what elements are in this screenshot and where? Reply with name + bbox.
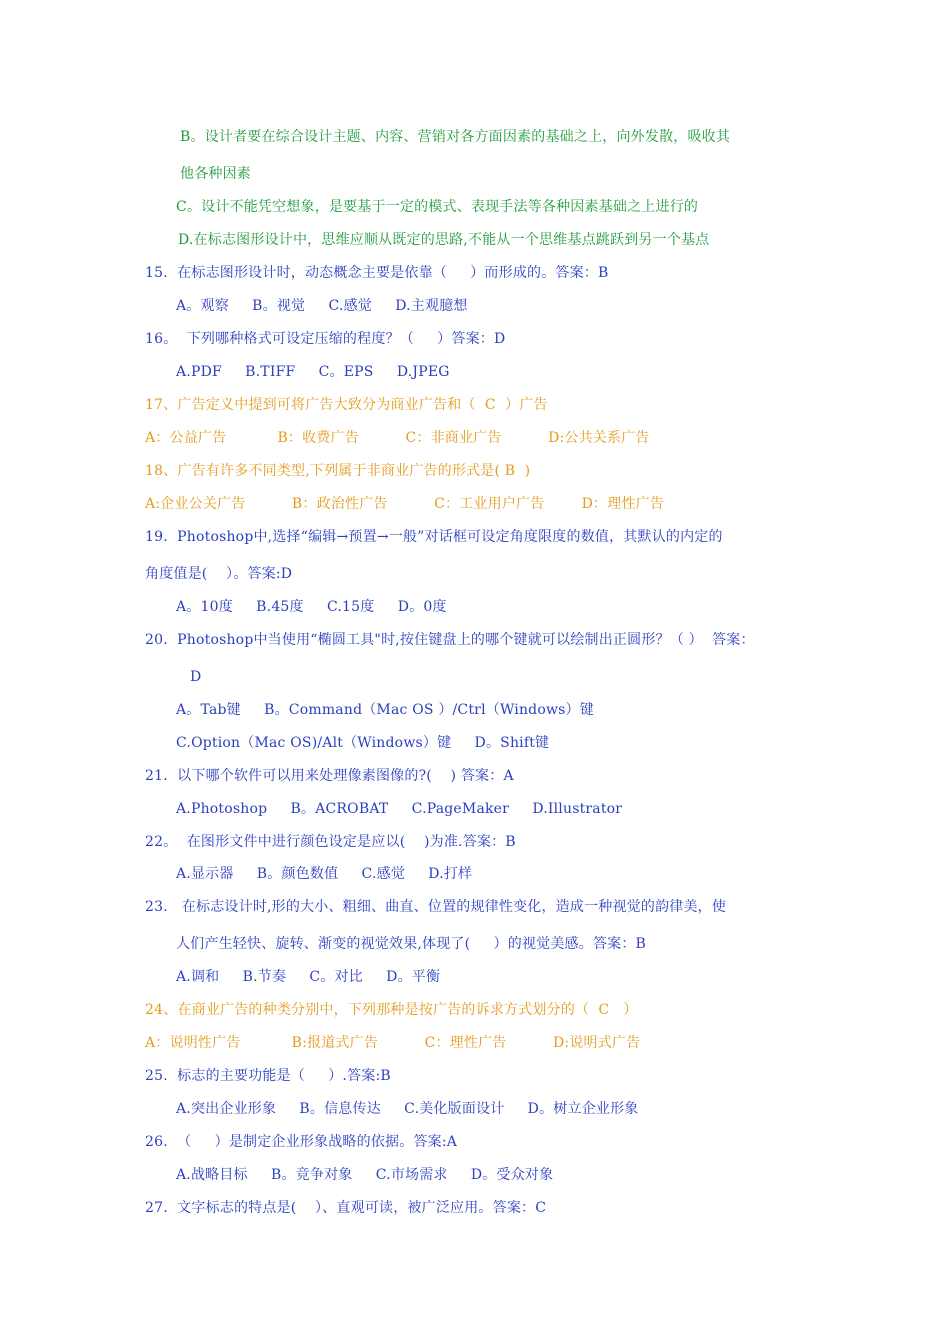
options-line: A.显示器 B。颜色数值 C.感觉 D.打样 bbox=[176, 866, 473, 882]
options-line: A。观察 B。视觉 C.感觉 D.主观臆想 bbox=[176, 298, 468, 314]
options-line: A.Photoshop B。ACROBAT C.PageMaker D.Illustrator bbox=[176, 801, 623, 817]
question-line: 18、广告有许多不同类型,下列属于非商业广告的形式是( B ) bbox=[145, 463, 531, 479]
options-line: A:企业公关广告 B：政治性广告 C：工业用户广告 D：理性广告 bbox=[145, 496, 665, 512]
question-line: 20. Photoshop中当使用“椭圆工具"时,按住键盘上的哪个键就可以绘制出正圆形？（ ） 答案： bbox=[145, 632, 755, 648]
options-line: A。Tab键 B。Command（Mac OS ）/Ctrl（Windows）键 bbox=[176, 702, 594, 718]
text-line: B。设计者要在综合设计主题、内容、营销对各方面因素的基础之上，向外发散，吸收其 bbox=[180, 129, 731, 145]
options-line: C.Option（Mac OS)/Alt（Windows）键 D。Shift键 bbox=[176, 735, 550, 751]
question-line-continued: 人们产生轻快、旋转、渐变的视觉效果,体现了( ）的视觉美感。答案：B bbox=[176, 936, 647, 952]
question-line: 16。 下列哪种格式可设定压缩的程度？（ ）答案：D bbox=[145, 331, 506, 347]
question-line: 17、广告定义中提到可将广告大致分为商业广告和（ C ）广告 bbox=[145, 397, 548, 413]
options-line: A.PDF B.TIFF C。EPS D.JPEG bbox=[176, 364, 450, 380]
options-line: A：说明性广告 B:报道式广告 C：理性广告 D:说明式广告 bbox=[145, 1035, 641, 1051]
question-line-continued: 角度值是( ）。答案:D bbox=[145, 566, 293, 582]
question-line: 27. 文字标志的特点是( ）、直观可读，被广泛应用。答案：C bbox=[145, 1200, 547, 1216]
question-line: 23. 在标志设计时,形的大小、粗细、曲直、位置的规律性变化，造成一种视觉的韵律美，使 bbox=[145, 899, 727, 915]
text-line: C。设计不能凭空想象，是要基于一定的模式、表现手法等各种因素基础之上进行的 bbox=[176, 199, 699, 215]
question-line: 22。 在图形文件中进行颜色设定是应以( )为准.答案：B bbox=[145, 834, 516, 850]
text-line: 他各种因素 bbox=[180, 166, 251, 182]
answer-continued: D bbox=[190, 669, 202, 685]
question-line: 24、在商业广告的种类分别中，下列那种是按广告的诉求方式划分的（ C ） bbox=[145, 1002, 638, 1018]
text-line: D.在标志图形设计中，思维应顺从既定的思路,不能从一个思维基点跳跃到另一个基点 bbox=[178, 232, 710, 248]
options-line: A。10度 B.45度 C.15度 D。0度 bbox=[176, 599, 447, 615]
options-line: A.突出企业形象 B。信息传达 C.美化版面设计 D。树立企业形象 bbox=[176, 1101, 639, 1117]
question-line: 25. 标志的主要功能是（ ）.答案:B bbox=[145, 1068, 391, 1084]
options-line: A.战略目标 B。竞争对象 C.市场需求 D。受众对象 bbox=[176, 1167, 554, 1183]
options-line: A：公益广告 B：收费广告 C：非商业广告 D:公共关系广告 bbox=[145, 430, 650, 446]
question-line: 21. 以下哪个软件可以用来处理像素图像的?( ) 答案：A bbox=[145, 768, 514, 784]
options-line: A.调和 B.节奏 C。对比 D。平衡 bbox=[176, 969, 441, 985]
question-line: 26. （ ）是制定企业形象战略的依据。答案:A bbox=[145, 1134, 458, 1150]
question-line: 19. Photoshop中,选择“编辑→预置→一般”对话框可设定角度限度的数值，其默认的内定的 bbox=[145, 529, 723, 545]
question-line: 15. 在标志图形设计时，动态概念主要是依靠（ ）而形成的。答案：B bbox=[145, 265, 609, 281]
